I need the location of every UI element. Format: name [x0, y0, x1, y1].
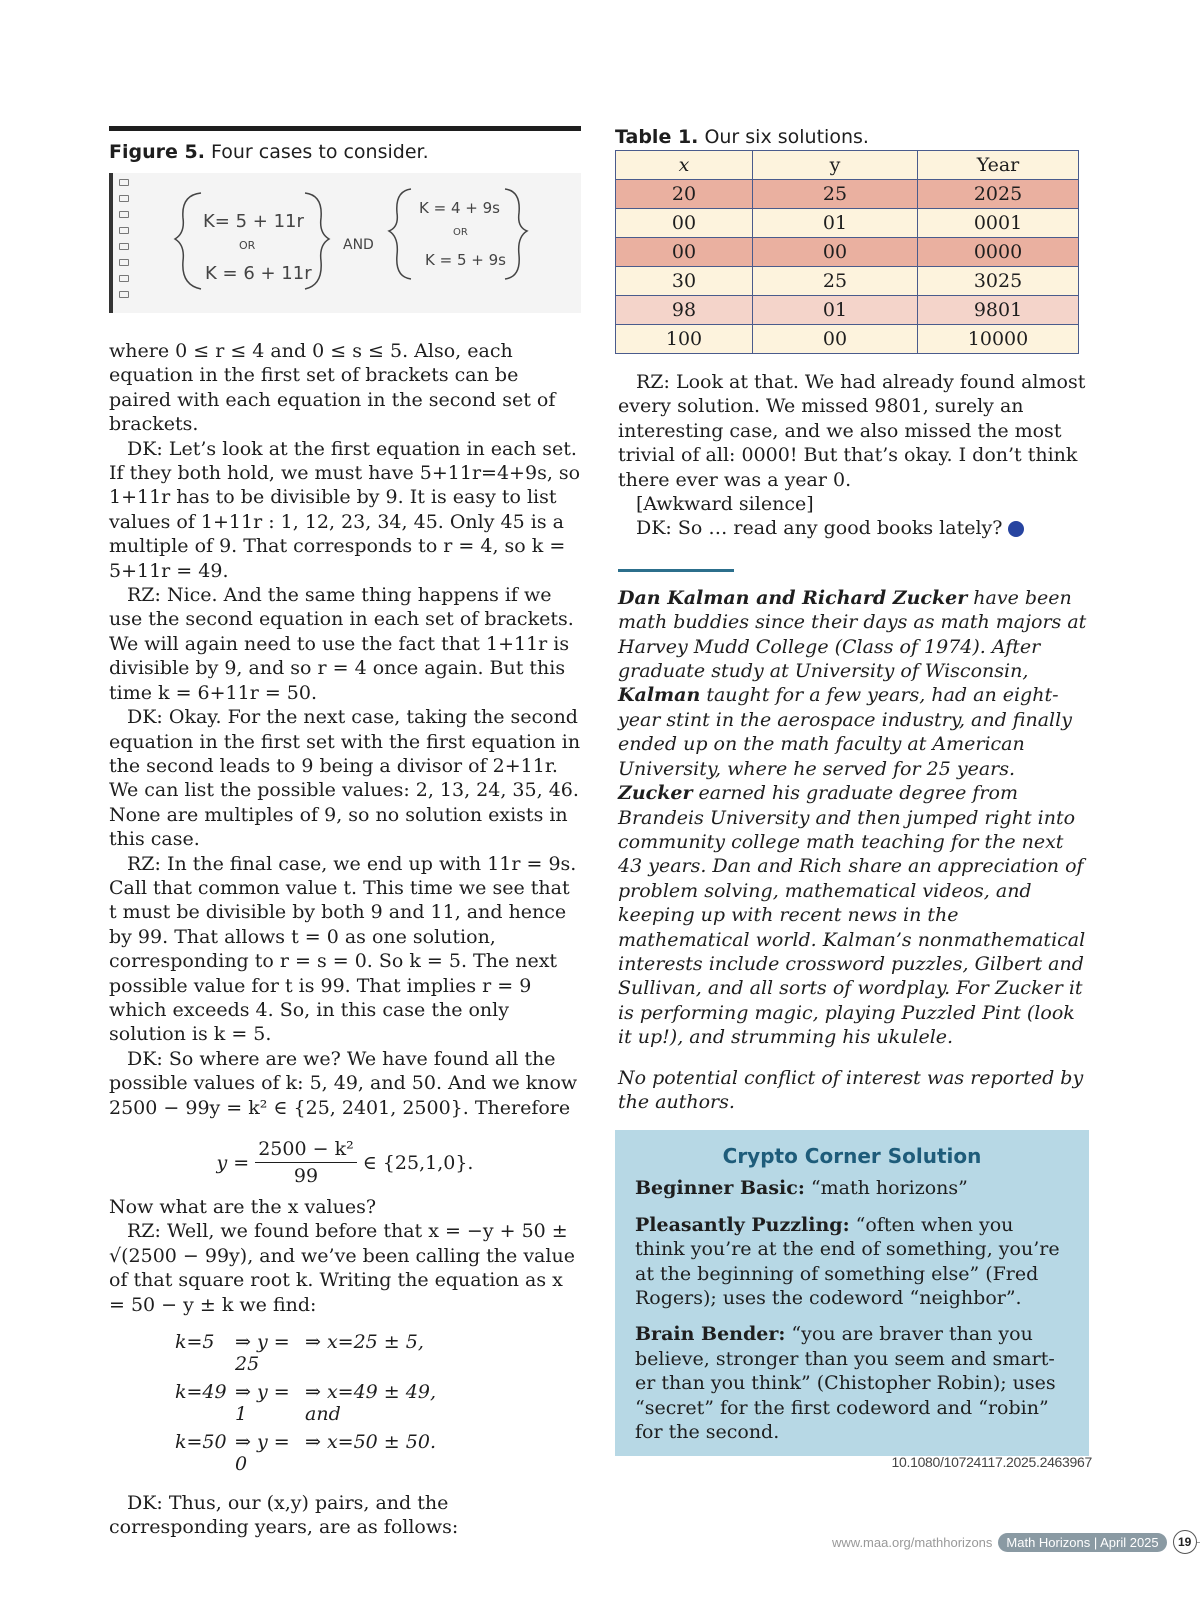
- sketch-and: AND: [343, 237, 374, 253]
- bio-zucker: Zucker: [618, 782, 693, 805]
- equation-y-rhs: ∈ {25,1,0}.: [362, 1151, 474, 1174]
- paragraph-9: DK: Thus, our (x,y) pairs, and the corresponding years, are as follows:: [109, 1492, 459, 1539]
- cell-y: 25: [753, 180, 918, 209]
- bio-kalman: Kalman: [618, 684, 701, 707]
- cell-year: 0000: [918, 238, 1079, 267]
- cell-y: 25: [753, 267, 918, 296]
- case-k: k=50: [175, 1431, 227, 1454]
- k-cases: [175, 1331, 581, 1475]
- paragraph-1: where 0 ≤ r ≤ 4 and 0 ≤ s ≤ 5. Also, each equation in the first set of brackets can be paired with each equation in the second set of brackets.: [109, 340, 556, 436]
- left-body-3: [109, 1491, 581, 1540]
- sketch-eq-k-5-9s: K = 5 + 9s: [425, 251, 506, 269]
- figure-sketch: [109, 173, 581, 313]
- table-row: [616, 325, 1079, 354]
- header-x: x: [616, 151, 753, 180]
- author-bio: [618, 586, 1092, 1050]
- table-caption-text: Our six solutions.: [704, 126, 869, 148]
- paragraph-7: Now what are the x values?: [109, 1196, 377, 1218]
- cell-x: 30: [616, 267, 753, 296]
- paragraph-dk-text: DK: So … read any good books lately?: [636, 517, 1003, 540]
- table-label: Table 1.: [615, 126, 699, 148]
- sketch-or-1: OR: [239, 239, 256, 252]
- right-brace-open: [389, 189, 411, 279]
- paragraph-silence: [Awkward silence]: [636, 493, 814, 516]
- solutions-table: [615, 150, 1079, 354]
- equation-y-denominator: 99: [293, 1165, 319, 1187]
- equation-y: [109, 1138, 581, 1187]
- cell-x: 20: [616, 180, 753, 209]
- table-row: [616, 180, 1079, 209]
- paragraph-5: RZ: In the final case, we end up with 11r = 9s. Call that common value t. This time we see that t must be divisible by both 9 and 11, and hence by 99. That allows t = 0 as one solution, corresponding to r = s = 0. So k = 5. The next possible value for t is 99. That implies r = 9 which exceeds 4. So, in this case the only solution is k = 5.: [109, 852, 577, 1046]
- table-row: [616, 267, 1079, 296]
- left-column: [109, 126, 581, 1540]
- crypto-item-text: “you are braver than you believe, stronger than you seem and smart-er than you think” (Chistopher Robin); uses “secret” for the first codeword and “robin” for the second.: [635, 1323, 1056, 1444]
- figure-rule: [109, 126, 581, 131]
- bio-text-3: earned his graduate degree from Brandeis University and then jumped right into community college math teaching for the next 43 years. Dan and Rich share an appreciation of problem solving, mathematical videos, and keeping up with recent news in the mathematical world. Kalman’s nonmathematical interests include crossword puzzles, Gilbert and Sullivan, and all sorts of wordplay. For Zucker it is performing magic, playing Puzzled Pint (look it up!), and strumming his ukulele.: [618, 782, 1086, 1049]
- paragraph-3: RZ: Nice. And the same thing happens if we use the second equation in each set of brackets. We will again need to use the fact that 1+11r is divisible by 9, and so r = 4 once again. But this time k = 6+11r = 50.: [109, 584, 574, 704]
- paragraph-4: DK: Okay. For the next case, taking the second equation in the first set with the first equation in the second leads to 9 being a divisor of 2+11r. We can list the possible values: 2, 13, 24, 35, 46. None are multiples of 9, so no solution exists in this case.: [109, 706, 581, 851]
- case-y: ⇒ y = 25: [235, 1331, 290, 1376]
- case-k: k=5: [175, 1331, 215, 1354]
- paragraph-dk: [618, 516, 1092, 540]
- cell-x: 100: [616, 325, 753, 354]
- cell-x: 98: [616, 296, 753, 325]
- doi-link[interactable]: 10.1080/10724117.2025.2463967: [891, 1454, 1092, 1470]
- cell-y: 00: [753, 325, 918, 354]
- cell-y: 01: [753, 296, 918, 325]
- equation-y-fraction: [255, 1138, 356, 1187]
- left-brace-open: [175, 193, 201, 289]
- conflict-statement: No potential conflict of interest was reported by the authors.: [618, 1066, 1084, 1113]
- crypto-item: [635, 1176, 1069, 1200]
- cell-x: 00: [616, 209, 753, 238]
- figure-caption-text: Four cases to consider.: [210, 141, 429, 163]
- table-header-row: [616, 151, 1079, 180]
- bio-names: Dan Kalman and Richard Zucker: [618, 586, 968, 609]
- crypto-item-text: “math horizons”: [804, 1177, 968, 1200]
- page-number: 19: [1173, 1530, 1197, 1554]
- crypto-item-text: “often when you think you’re at the end of something, you’re at the beginning of something else” (Fred Rogers); uses the codeword “neighbor”.: [635, 1213, 1060, 1309]
- paragraph-rz: RZ: Look at that. We had already found almost every solution. We missed 9801, surely an interesting case, and we also missed the most trivial of all: 0000! But that’s okay. I don’t think there ever was a year 0.: [618, 371, 1086, 491]
- case-x: ⇒ x=25 ± 5,: [305, 1331, 424, 1354]
- crypto-item-label: Brain Bender:: [635, 1323, 786, 1346]
- right-column: [615, 126, 1092, 1456]
- case-x: ⇒ x=49 ± 49, and: [305, 1381, 436, 1426]
- bio-text-2: taught for a few years, had an eight-year stint in the aerospace industry, and finally ended up on the math faculty at American University, where he served for 25 years.: [618, 684, 1072, 780]
- cell-year: 2025: [918, 180, 1079, 209]
- sketch-eq-k-5-11r: K= 5 + 11r: [203, 211, 304, 232]
- left-body-2: [109, 1195, 581, 1317]
- footer-issue-badge: Math Horizons | April 2025: [998, 1533, 1166, 1552]
- bio-divider: [618, 569, 734, 572]
- cell-year: 9801: [918, 296, 1079, 325]
- sketch-eq-k-4-9s: K = 4 + 9s: [419, 199, 500, 217]
- footer-url[interactable]: www.maa.org/mathhorizons: [832, 1534, 993, 1550]
- paragraph-6: DK: So where are we? We have found all the possible values of k: 5, 49, and 50. And we know 2500 − 99y = k² ∈ {25, 2401, 2500}. Therefore: [109, 1047, 578, 1119]
- sketch-drawing: [109, 173, 581, 313]
- crypto-item: [635, 1213, 1069, 1311]
- crypto-item-label: Beginner Basic:: [635, 1177, 805, 1200]
- header-year: Year: [918, 151, 1079, 180]
- table-caption: [615, 126, 1092, 148]
- cell-year: 3025: [918, 267, 1079, 296]
- cell-year: 0001: [918, 209, 1079, 238]
- paragraph-8: RZ: Well, we found before that x = −y + 50 ± √(2500 − 99y), and we’ve been calling the value of that square root k. Writing the equation as x = 50 − y ± k we find:: [109, 1220, 575, 1316]
- table-row: [616, 209, 1079, 238]
- figure-label: Figure 5.: [109, 141, 205, 163]
- end-mark-icon: [1008, 521, 1024, 537]
- case-y: ⇒ y = 1: [235, 1381, 290, 1426]
- crypto-item-label: Pleasantly Puzzling:: [635, 1213, 850, 1236]
- case-x: ⇒ x=50 ± 50.: [305, 1431, 436, 1454]
- header-y: y: [753, 151, 918, 180]
- figure-caption: [109, 141, 581, 163]
- right-brace-close: [505, 189, 527, 279]
- equation-y-numerator: 2500 − k²: [255, 1138, 356, 1163]
- sketch-or-2: OR: [453, 227, 468, 238]
- cell-y: 01: [753, 209, 918, 238]
- right-body: [618, 370, 1092, 541]
- case-y: ⇒ y = 0: [235, 1431, 290, 1476]
- table-row: [616, 238, 1079, 267]
- cell-year: 10000: [918, 325, 1079, 354]
- crypto-item: [635, 1322, 1069, 1444]
- footer-rule: [1197, 1542, 1200, 1543]
- left-body: [109, 339, 581, 1120]
- table-row: [616, 296, 1079, 325]
- paragraph-2: DK: Let’s look at the first equation in each set. If they both hold, we must have 5+11r=4+9s, so 1+11r has to be divisible by 9. It is easy to list values of 1+11r : 1, 12, 23, 34, 45. Only 45 is a multiple of 9. That corresponds to r = 4, so k = 5+11r = 49.: [109, 437, 581, 582]
- crypto-title: Crypto Corner Solution: [722, 1144, 982, 1169]
- cell-y: 00: [753, 238, 918, 267]
- crypto-corner-box: [615, 1130, 1089, 1456]
- page-footer: [832, 1530, 1200, 1554]
- cell-x: 00: [616, 238, 753, 267]
- bio-text-1: have been math buddies since their days as math majors at Harvey Mudd College (Class of 1974). After graduate study at University of Wisconsin,: [618, 586, 1087, 683]
- case-k: k=49: [175, 1381, 227, 1404]
- sketch-eq-k-6-11r: K = 6 + 11r: [205, 263, 312, 284]
- equation-y-lhs: y =: [216, 1151, 250, 1174]
